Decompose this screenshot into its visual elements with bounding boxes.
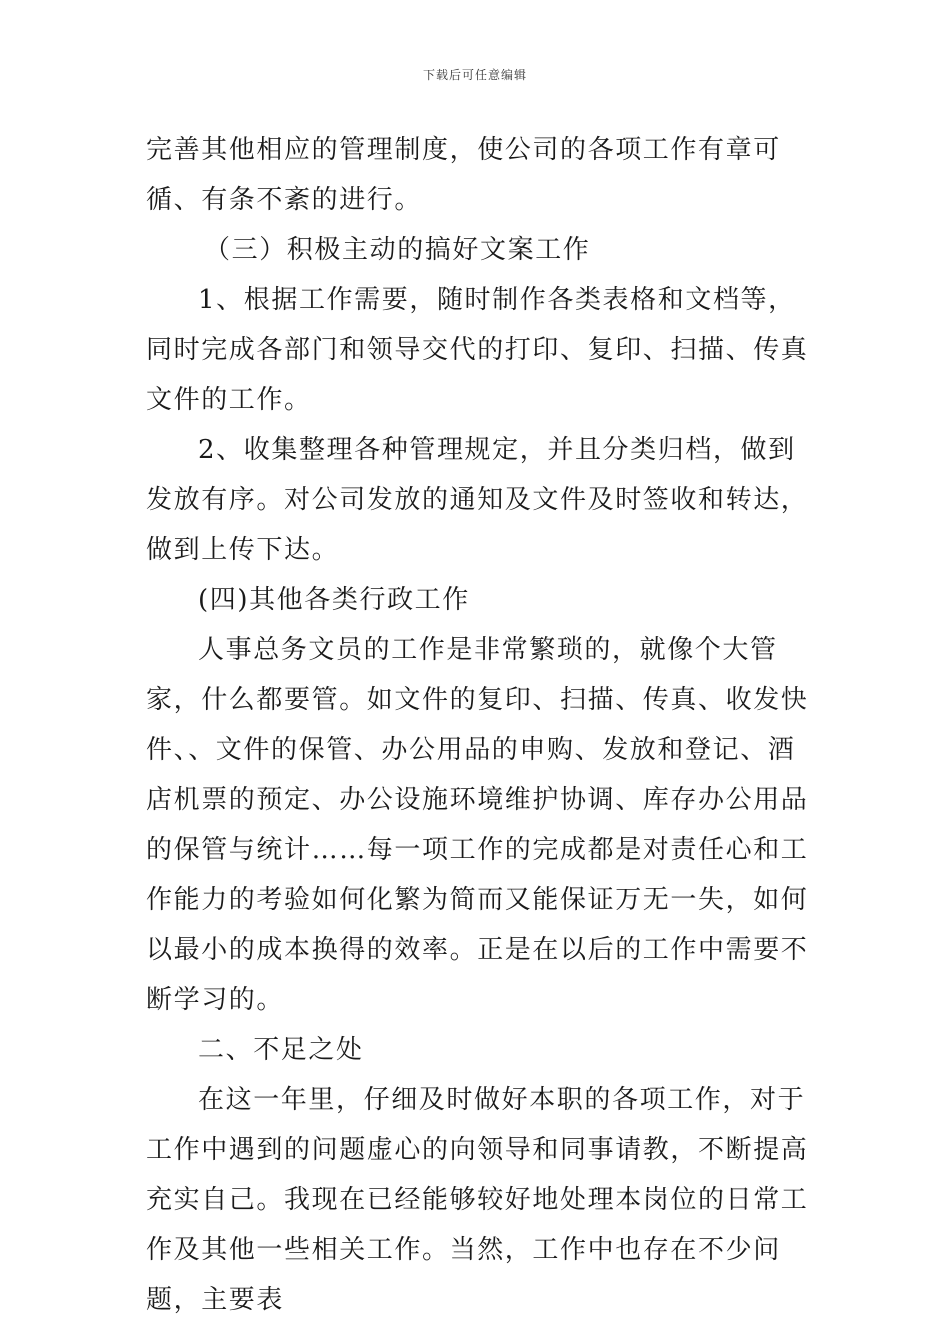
- paragraph-item-1: 1、根据工作需要，随时制作各类表格和文档等，同时完成各部门和领导交代的打印、复印、扫描、传真文件的工作。: [146, 285, 809, 415]
- page-header-note: 下载后可任意编辑: [422, 68, 527, 82]
- section-heading-4: (四)其他各类行政工作: [198, 585, 470, 615]
- paragraph-item-2: 2、收集整理各种管理规定，并且分类归档，做到发放有序。对公司发放的通知及文件及时签收和转达，做到上传下达。: [146, 435, 809, 565]
- paragraph-continuation: 完善其他相应的管理制度，使公司的各项工作有章可循、有条不紊的进行。: [146, 135, 781, 215]
- section-heading-shortcomings: 二、不足之处: [198, 1035, 364, 1065]
- paragraph-shortcomings: 在这一年里，仔细及时做好本职的各项工作，对于工作中遇到的问题虚心的向领导和同事请教，不断提高充实自己。我现在已经能够较好地处理本岗位的日常工作及其他一些相关工作。当然，工作中也存在不少问题，主要表: [146, 1085, 809, 1315]
- document-body: [146, 125, 810, 1325]
- paragraph-admin-work: 人事总务文员的工作是非常繁琐的，就像个大管家，什么都要管。如文件的复印、扫描、传真、收发快件、、文件的保管、办公用品的申购、发放和登记、酒店机票的预定、办公设施环境维护协调、库存办公用品的保管与统计……每一项工作的完成都是对责任心和工作能力的考验如何化繁为简而又能保证万无一失，如何以最小的成本换得的效率。正是在以后的工作中需要不断学习的。: [146, 635, 809, 1015]
- section-heading-3: （三）积极主动的搞好文案工作: [204, 235, 591, 265]
